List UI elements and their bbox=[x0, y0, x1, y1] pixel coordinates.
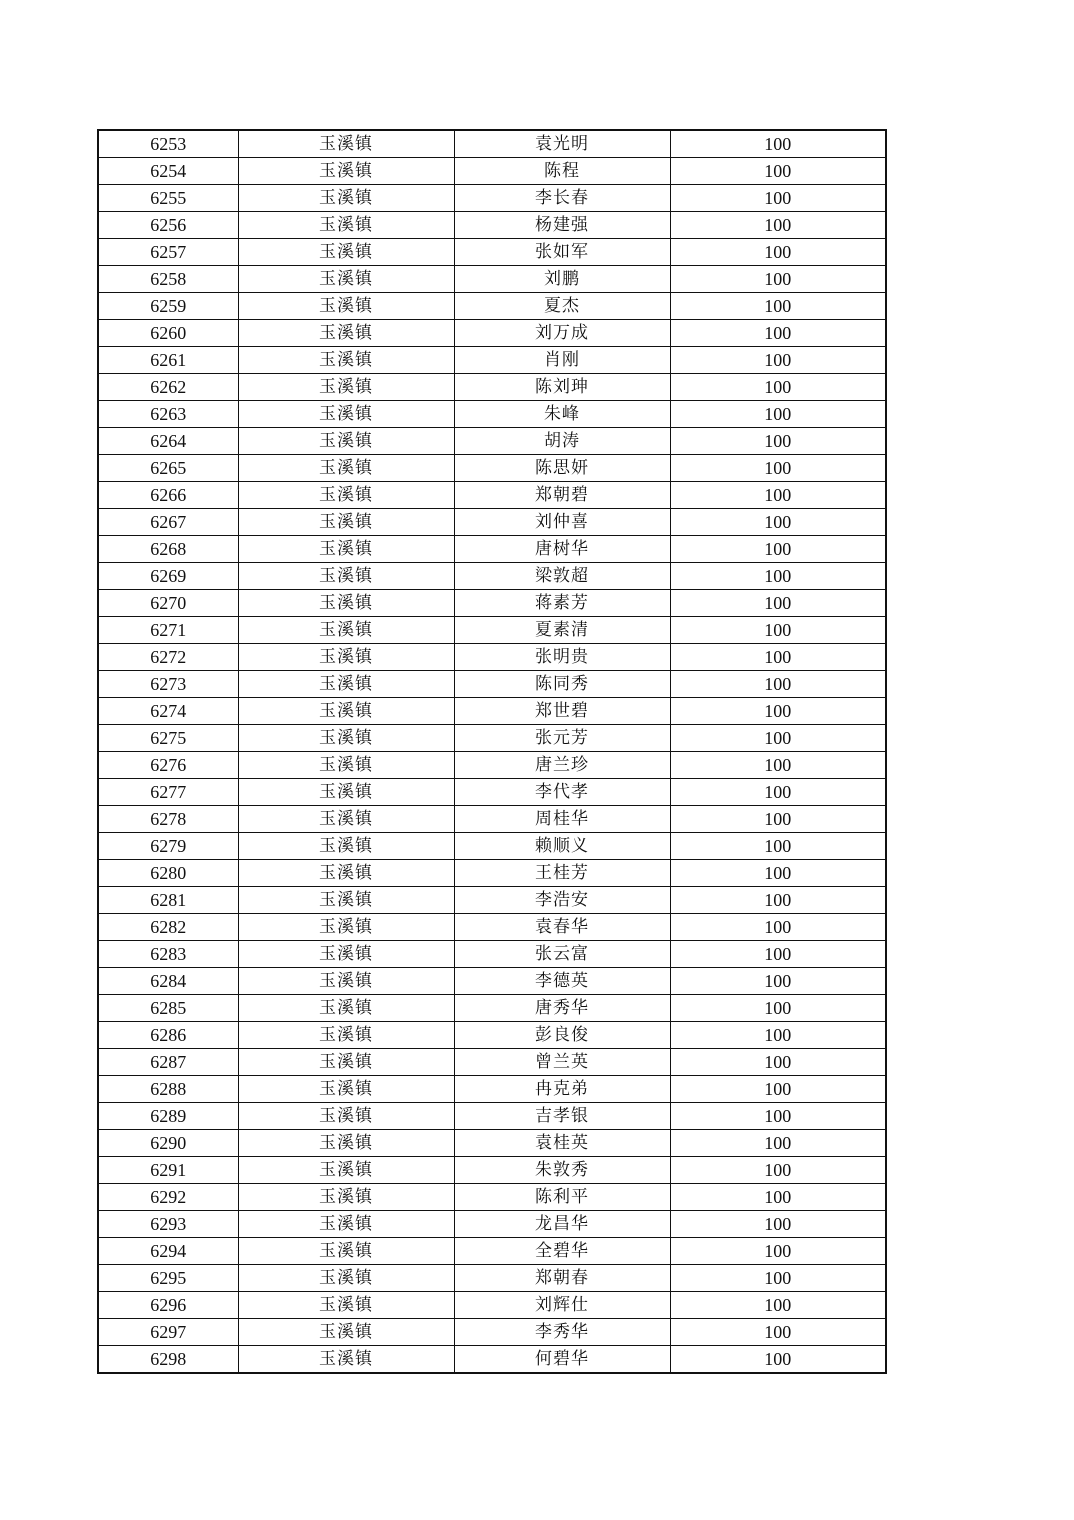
table-row bbox=[98, 1022, 886, 1049]
town-cell: 玉溪镇 bbox=[238, 671, 454, 698]
person-name-cell: 冉克弟 bbox=[454, 1076, 670, 1103]
town-cell: 玉溪镇 bbox=[238, 779, 454, 806]
table-row bbox=[98, 563, 886, 590]
person-name-cell: 张云富 bbox=[454, 941, 670, 968]
serial-number-cell: 6294 bbox=[98, 1238, 238, 1265]
table-row bbox=[98, 266, 886, 293]
town-cell: 玉溪镇 bbox=[238, 1076, 454, 1103]
town-cell: 玉溪镇 bbox=[238, 914, 454, 941]
serial-number-cell: 6264 bbox=[98, 428, 238, 455]
amount-cell: 100 bbox=[670, 482, 886, 509]
table-row bbox=[98, 887, 886, 914]
table-row bbox=[98, 1184, 886, 1211]
person-name-cell: 朱峰 bbox=[454, 401, 670, 428]
person-name-cell: 刘辉仕 bbox=[454, 1292, 670, 1319]
amount-cell: 100 bbox=[670, 806, 886, 833]
serial-number-cell: 6273 bbox=[98, 671, 238, 698]
table-row bbox=[98, 1346, 886, 1374]
table-row bbox=[98, 347, 886, 374]
table-row bbox=[98, 536, 886, 563]
serial-number-cell: 6265 bbox=[98, 455, 238, 482]
table-row bbox=[98, 752, 886, 779]
amount-cell: 100 bbox=[670, 293, 886, 320]
table-row bbox=[98, 779, 886, 806]
town-cell: 玉溪镇 bbox=[238, 509, 454, 536]
table-row bbox=[98, 698, 886, 725]
amount-cell: 100 bbox=[670, 212, 886, 239]
table-row bbox=[98, 212, 886, 239]
town-cell: 玉溪镇 bbox=[238, 374, 454, 401]
amount-cell: 100 bbox=[670, 266, 886, 293]
amount-cell: 100 bbox=[670, 1238, 886, 1265]
person-name-cell: 唐秀华 bbox=[454, 995, 670, 1022]
table-row bbox=[98, 1103, 886, 1130]
amount-cell: 100 bbox=[670, 428, 886, 455]
person-name-cell: 梁敦超 bbox=[454, 563, 670, 590]
town-cell: 玉溪镇 bbox=[238, 1049, 454, 1076]
amount-cell: 100 bbox=[670, 617, 886, 644]
amount-cell: 100 bbox=[670, 1130, 886, 1157]
amount-cell: 100 bbox=[670, 320, 886, 347]
town-cell: 玉溪镇 bbox=[238, 401, 454, 428]
table-row bbox=[98, 320, 886, 347]
amount-cell: 100 bbox=[670, 671, 886, 698]
person-name-cell: 王桂芳 bbox=[454, 860, 670, 887]
person-name-cell: 肖刚 bbox=[454, 347, 670, 374]
amount-cell: 100 bbox=[670, 968, 886, 995]
roster-table bbox=[97, 129, 887, 1374]
table-row bbox=[98, 671, 886, 698]
amount-cell: 100 bbox=[670, 185, 886, 212]
amount-cell: 100 bbox=[670, 1022, 886, 1049]
town-cell: 玉溪镇 bbox=[238, 320, 454, 347]
amount-cell: 100 bbox=[670, 374, 886, 401]
table-row bbox=[98, 158, 886, 185]
serial-number-cell: 6275 bbox=[98, 725, 238, 752]
table-row bbox=[98, 1238, 886, 1265]
table-row bbox=[98, 833, 886, 860]
town-cell: 玉溪镇 bbox=[238, 1211, 454, 1238]
table-row bbox=[98, 239, 886, 266]
table-row bbox=[98, 455, 886, 482]
table-row bbox=[98, 995, 886, 1022]
person-name-cell: 郑世碧 bbox=[454, 698, 670, 725]
serial-number-cell: 6271 bbox=[98, 617, 238, 644]
table-row bbox=[98, 1319, 886, 1346]
serial-number-cell: 6256 bbox=[98, 212, 238, 239]
town-cell: 玉溪镇 bbox=[238, 725, 454, 752]
amount-cell: 100 bbox=[670, 563, 886, 590]
person-name-cell: 张明贵 bbox=[454, 644, 670, 671]
serial-number-cell: 6288 bbox=[98, 1076, 238, 1103]
serial-number-cell: 6297 bbox=[98, 1319, 238, 1346]
serial-number-cell: 6282 bbox=[98, 914, 238, 941]
amount-cell: 100 bbox=[670, 725, 886, 752]
person-name-cell: 陈同秀 bbox=[454, 671, 670, 698]
serial-number-cell: 6295 bbox=[98, 1265, 238, 1292]
serial-number-cell: 6274 bbox=[98, 698, 238, 725]
amount-cell: 100 bbox=[670, 239, 886, 266]
person-name-cell: 陈程 bbox=[454, 158, 670, 185]
amount-cell: 100 bbox=[670, 1184, 886, 1211]
town-cell: 玉溪镇 bbox=[238, 536, 454, 563]
serial-number-cell: 6286 bbox=[98, 1022, 238, 1049]
person-name-cell: 李代孝 bbox=[454, 779, 670, 806]
serial-number-cell: 6260 bbox=[98, 320, 238, 347]
serial-number-cell: 6292 bbox=[98, 1184, 238, 1211]
town-cell: 玉溪镇 bbox=[238, 752, 454, 779]
town-cell: 玉溪镇 bbox=[238, 941, 454, 968]
person-name-cell: 杨建强 bbox=[454, 212, 670, 239]
serial-number-cell: 6255 bbox=[98, 185, 238, 212]
town-cell: 玉溪镇 bbox=[238, 266, 454, 293]
serial-number-cell: 6272 bbox=[98, 644, 238, 671]
town-cell: 玉溪镇 bbox=[238, 1103, 454, 1130]
amount-cell: 100 bbox=[670, 158, 886, 185]
town-cell: 玉溪镇 bbox=[238, 1157, 454, 1184]
person-name-cell: 李长春 bbox=[454, 185, 670, 212]
table-row bbox=[98, 806, 886, 833]
table-row bbox=[98, 1049, 886, 1076]
person-name-cell: 彭良俊 bbox=[454, 1022, 670, 1049]
town-cell: 玉溪镇 bbox=[238, 590, 454, 617]
serial-number-cell: 6298 bbox=[98, 1346, 238, 1374]
amount-cell: 100 bbox=[670, 1265, 886, 1292]
serial-number-cell: 6283 bbox=[98, 941, 238, 968]
person-name-cell: 刘仲喜 bbox=[454, 509, 670, 536]
table-row bbox=[98, 374, 886, 401]
table-row bbox=[98, 617, 886, 644]
town-cell: 玉溪镇 bbox=[238, 455, 454, 482]
serial-number-cell: 6267 bbox=[98, 509, 238, 536]
town-cell: 玉溪镇 bbox=[238, 1238, 454, 1265]
person-name-cell: 蒋素芳 bbox=[454, 590, 670, 617]
person-name-cell: 袁光明 bbox=[454, 130, 670, 158]
table-row bbox=[98, 401, 886, 428]
person-name-cell: 周桂华 bbox=[454, 806, 670, 833]
person-name-cell: 袁春华 bbox=[454, 914, 670, 941]
table-row bbox=[98, 860, 886, 887]
person-name-cell: 陈刘珅 bbox=[454, 374, 670, 401]
serial-number-cell: 6277 bbox=[98, 779, 238, 806]
amount-cell: 100 bbox=[670, 347, 886, 374]
amount-cell: 100 bbox=[670, 130, 886, 158]
serial-number-cell: 6254 bbox=[98, 158, 238, 185]
town-cell: 玉溪镇 bbox=[238, 1346, 454, 1374]
town-cell: 玉溪镇 bbox=[238, 968, 454, 995]
person-name-cell: 何碧华 bbox=[454, 1346, 670, 1374]
amount-cell: 100 bbox=[670, 1157, 886, 1184]
serial-number-cell: 6289 bbox=[98, 1103, 238, 1130]
table-row bbox=[98, 590, 886, 617]
serial-number-cell: 6262 bbox=[98, 374, 238, 401]
serial-number-cell: 6284 bbox=[98, 968, 238, 995]
serial-number-cell: 6279 bbox=[98, 833, 238, 860]
town-cell: 玉溪镇 bbox=[238, 158, 454, 185]
person-name-cell: 赖顺义 bbox=[454, 833, 670, 860]
serial-number-cell: 6261 bbox=[98, 347, 238, 374]
person-name-cell: 曾兰英 bbox=[454, 1049, 670, 1076]
table-row bbox=[98, 428, 886, 455]
town-cell: 玉溪镇 bbox=[238, 347, 454, 374]
town-cell: 玉溪镇 bbox=[238, 995, 454, 1022]
person-name-cell: 朱敦秀 bbox=[454, 1157, 670, 1184]
table-row bbox=[98, 1265, 886, 1292]
person-name-cell: 吉孝银 bbox=[454, 1103, 670, 1130]
town-cell: 玉溪镇 bbox=[238, 239, 454, 266]
serial-number-cell: 6263 bbox=[98, 401, 238, 428]
person-name-cell: 龙昌华 bbox=[454, 1211, 670, 1238]
town-cell: 玉溪镇 bbox=[238, 644, 454, 671]
amount-cell: 100 bbox=[670, 698, 886, 725]
serial-number-cell: 6259 bbox=[98, 293, 238, 320]
serial-number-cell: 6291 bbox=[98, 1157, 238, 1184]
town-cell: 玉溪镇 bbox=[238, 1265, 454, 1292]
amount-cell: 100 bbox=[670, 644, 886, 671]
serial-number-cell: 6257 bbox=[98, 239, 238, 266]
amount-cell: 100 bbox=[670, 779, 886, 806]
serial-number-cell: 6287 bbox=[98, 1049, 238, 1076]
amount-cell: 100 bbox=[670, 590, 886, 617]
table-row bbox=[98, 509, 886, 536]
amount-cell: 100 bbox=[670, 1049, 886, 1076]
table-row bbox=[98, 1157, 886, 1184]
person-name-cell: 胡涛 bbox=[454, 428, 670, 455]
serial-number-cell: 6270 bbox=[98, 590, 238, 617]
town-cell: 玉溪镇 bbox=[238, 617, 454, 644]
serial-number-cell: 6278 bbox=[98, 806, 238, 833]
person-name-cell: 陈思妍 bbox=[454, 455, 670, 482]
town-cell: 玉溪镇 bbox=[238, 212, 454, 239]
person-name-cell: 袁桂英 bbox=[454, 1130, 670, 1157]
table-row bbox=[98, 1130, 886, 1157]
amount-cell: 100 bbox=[670, 401, 886, 428]
amount-cell: 100 bbox=[670, 1292, 886, 1319]
town-cell: 玉溪镇 bbox=[238, 860, 454, 887]
amount-cell: 100 bbox=[670, 887, 886, 914]
town-cell: 玉溪镇 bbox=[238, 1130, 454, 1157]
town-cell: 玉溪镇 bbox=[238, 698, 454, 725]
serial-number-cell: 6258 bbox=[98, 266, 238, 293]
town-cell: 玉溪镇 bbox=[238, 293, 454, 320]
table-row bbox=[98, 725, 886, 752]
town-cell: 玉溪镇 bbox=[238, 1022, 454, 1049]
amount-cell: 100 bbox=[670, 455, 886, 482]
amount-cell: 100 bbox=[670, 995, 886, 1022]
table-row bbox=[98, 941, 886, 968]
town-cell: 玉溪镇 bbox=[238, 1319, 454, 1346]
person-name-cell: 李浩安 bbox=[454, 887, 670, 914]
person-name-cell: 刘鹏 bbox=[454, 266, 670, 293]
person-name-cell: 唐树华 bbox=[454, 536, 670, 563]
table-row bbox=[98, 1211, 886, 1238]
table-row bbox=[98, 1292, 886, 1319]
town-cell: 玉溪镇 bbox=[238, 887, 454, 914]
amount-cell: 100 bbox=[670, 1211, 886, 1238]
town-cell: 玉溪镇 bbox=[238, 806, 454, 833]
town-cell: 玉溪镇 bbox=[238, 1292, 454, 1319]
town-cell: 玉溪镇 bbox=[238, 428, 454, 455]
person-name-cell: 刘万成 bbox=[454, 320, 670, 347]
table-row bbox=[98, 293, 886, 320]
serial-number-cell: 6285 bbox=[98, 995, 238, 1022]
person-name-cell: 唐兰珍 bbox=[454, 752, 670, 779]
table-row bbox=[98, 482, 886, 509]
person-name-cell: 夏杰 bbox=[454, 293, 670, 320]
person-name-cell: 夏素清 bbox=[454, 617, 670, 644]
town-cell: 玉溪镇 bbox=[238, 482, 454, 509]
person-name-cell: 郑朝碧 bbox=[454, 482, 670, 509]
serial-number-cell: 6266 bbox=[98, 482, 238, 509]
town-cell: 玉溪镇 bbox=[238, 1184, 454, 1211]
serial-number-cell: 6253 bbox=[98, 130, 238, 158]
serial-number-cell: 6280 bbox=[98, 860, 238, 887]
table-row bbox=[98, 914, 886, 941]
serial-number-cell: 6268 bbox=[98, 536, 238, 563]
serial-number-cell: 6290 bbox=[98, 1130, 238, 1157]
person-name-cell: 李德英 bbox=[454, 968, 670, 995]
person-name-cell: 张如军 bbox=[454, 239, 670, 266]
amount-cell: 100 bbox=[670, 536, 886, 563]
amount-cell: 100 bbox=[670, 1346, 886, 1374]
amount-cell: 100 bbox=[670, 941, 886, 968]
amount-cell: 100 bbox=[670, 833, 886, 860]
amount-cell: 100 bbox=[670, 1076, 886, 1103]
person-name-cell: 陈利平 bbox=[454, 1184, 670, 1211]
amount-cell: 100 bbox=[670, 509, 886, 536]
serial-number-cell: 6281 bbox=[98, 887, 238, 914]
town-cell: 玉溪镇 bbox=[238, 130, 454, 158]
town-cell: 玉溪镇 bbox=[238, 563, 454, 590]
serial-number-cell: 6293 bbox=[98, 1211, 238, 1238]
amount-cell: 100 bbox=[670, 860, 886, 887]
table-row bbox=[98, 185, 886, 212]
amount-cell: 100 bbox=[670, 752, 886, 779]
serial-number-cell: 6296 bbox=[98, 1292, 238, 1319]
amount-cell: 100 bbox=[670, 914, 886, 941]
person-name-cell: 全碧华 bbox=[454, 1238, 670, 1265]
amount-cell: 100 bbox=[670, 1103, 886, 1130]
serial-number-cell: 6269 bbox=[98, 563, 238, 590]
town-cell: 玉溪镇 bbox=[238, 833, 454, 860]
roster-table-body bbox=[98, 130, 886, 1373]
table-row bbox=[98, 644, 886, 671]
table-row bbox=[98, 130, 886, 158]
serial-number-cell: 6276 bbox=[98, 752, 238, 779]
person-name-cell: 张元芳 bbox=[454, 725, 670, 752]
table-row bbox=[98, 1076, 886, 1103]
amount-cell: 100 bbox=[670, 1319, 886, 1346]
person-name-cell: 郑朝春 bbox=[454, 1265, 670, 1292]
table-row bbox=[98, 968, 886, 995]
person-name-cell: 李秀华 bbox=[454, 1319, 670, 1346]
town-cell: 玉溪镇 bbox=[238, 185, 454, 212]
